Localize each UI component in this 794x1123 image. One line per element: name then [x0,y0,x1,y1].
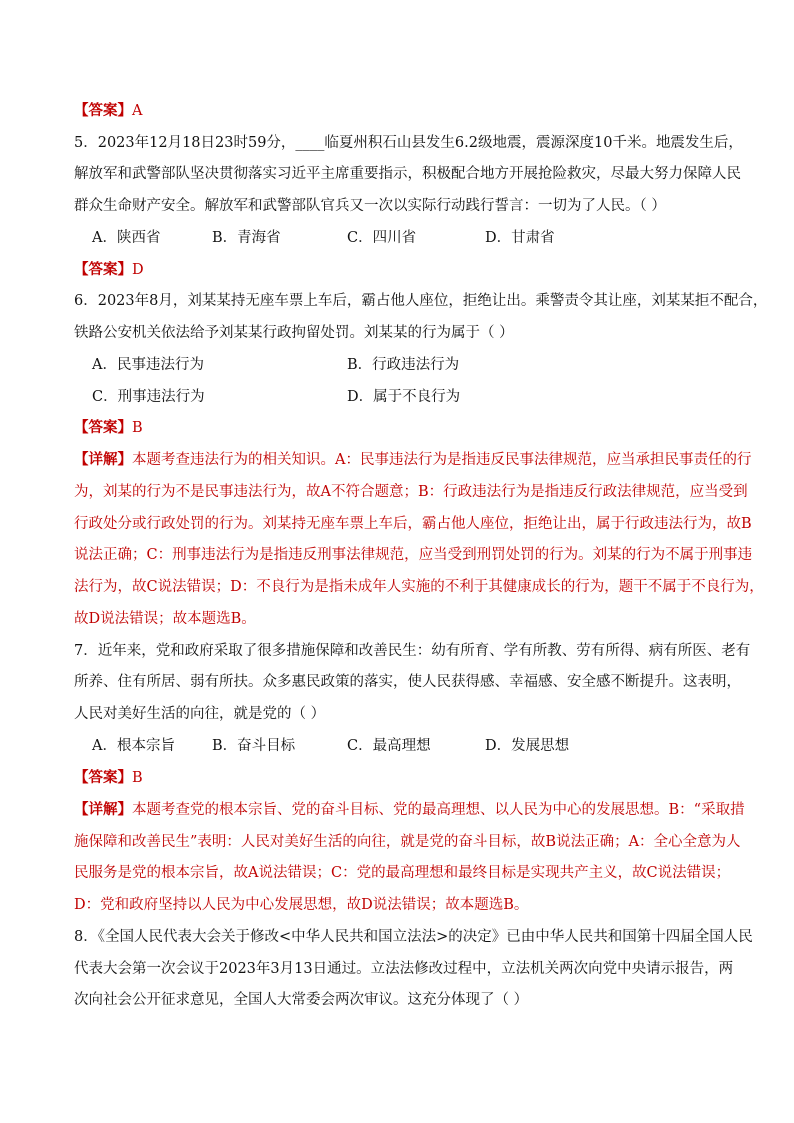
answer-value: D [132,262,144,278]
detail-text: 本题考查党的根本宗旨、党的奋斗目标、党的最高理想、以人民为中心的发展思想。B：“采取措 [132,802,745,818]
answer-tag: 【答案】 [74,102,132,119]
q6-text-line-1: 6．2023年8月，刘某某持无座车票上车后，霸占他人座位，拒绝让出。乘警责令其让座，刘某某拒不配合， [74,293,768,309]
q7-option-d: D．发展思想 [485,738,570,754]
answer-line [74,101,142,121]
q8-text-line-1: 8．《全国人民代表大会关于修改<中华人民共和国立法法>的决定》已由中华人民共和国第十四届全国人民 [74,929,753,945]
q7-answer-line [74,768,143,788]
q6-option-d: D．属于不良行为 [347,389,461,405]
q7-text-line-2: 所养、住有所居、弱有所扶。众多惠民政策的落实，使人民获得感、幸福感、安全感不断提升。这表明， [74,674,741,690]
q8-text-line-3: 次向社会公开征求意见，全国人大常委会两次审议。这充分体现了（ ） [74,992,529,1008]
q7-option-b: B．奋斗目标 [212,738,296,754]
answer-value: B [132,420,143,436]
q6-option-c: C．刑事违法行为 [92,389,205,405]
q7-option-a: A．根本宗旨 [92,738,175,754]
answer-tag: 【答案】 [74,419,132,436]
q7-text-line-1: 7．近年来，党和政府采取了很多措施保障和改善民生：幼有所育、学有所教、劳有所得、病有所医、老有 [74,643,751,659]
detail-tag: 【详解】 [74,451,132,468]
q6-option-a: A．民事违法行为 [92,357,204,373]
q5-text-line-3: 群众生命财产安全。解放军和武警部队官兵又一次以实际行动践行誓言：一切为了人民。（ ） [74,198,666,214]
q6-detail-line-1 [74,450,751,470]
q7-detail-line-1 [74,800,745,820]
q6-answer-line [74,418,143,438]
q5-option-a: A．陕西省 [92,230,161,246]
answer-value: B [132,770,143,786]
q6-text-line-2: 铁路公安机关依法给予刘某某行政拘留处罚。刘某某的行为属于（ ） [74,325,514,341]
q7-detail-line-4: D：党和政府坚持以人民为中心发展思想，故D说法错误；故本题选B。 [74,897,529,913]
q6-detail-line-4: 说法正确；C：刑事违法行为是指违反刑事法律规范，应当受到刑罚处罚的行为。刘某的行为不属于刑事违 [74,547,753,563]
q5-option-b: B．青海省 [212,230,281,246]
q5-option-c: C．四川省 [347,230,417,246]
q7-option-c: C．最高理想 [347,738,431,754]
q7-text-line-3: 人民对美好生活的向往，就是党的（ ） [74,706,326,722]
answer-tag: 【答案】 [74,769,132,786]
detail-tag: 【详解】 [74,801,132,818]
q6-detail-line-3: 行政处分或行政处罚的行为。刘某持无座车票上车后，霸占他人座位，拒绝让出，属于行政违法行为，故B [74,516,752,532]
q7-detail-line-3: 民服务是党的根本宗旨，故A说法错误；C：党的最高理想和最终目标是实现共产主义，故C说法错误； [74,865,731,881]
q5-text-line-1: 5．2023年12月18日23时59分，____临夏州积石山县发生6.2级地震，震源深度10千米。地震发生后， [74,135,743,151]
answer-tag: 【答案】 [74,261,132,278]
q6-option-b: B．行政违法行为 [347,357,460,373]
q5-text-line-2: 解放军和武警部队坚决贯彻落实习近平主席重要指示，积极配合地方开展抢险救灾，尽最大努力保障人民 [74,166,741,182]
q6-detail-line-2: 为，刘某的行为不是民事违法行为，故A不符合题意；B：行政违法行为是指违反行政法律规范，应当受到 [74,484,748,500]
q6-detail-line-5: 法行为，故C说法错误；D：不良行为是指未成年人实施的不利于其健康成长的行为，题干不属于不良行为， [74,579,764,595]
q5-answer-line [74,260,144,280]
detail-text: 本题考查违法行为的相关知识。A：民事违法行为是指违反民事法律规范，应当承担民事责任的行 [132,452,752,468]
q6-detail-line-6: 故D说法错误；故本题选B。 [74,611,256,627]
q7-detail-line-2: 施保障和改善民生”表明：人民对美好生活的向往，就是党的奋斗目标，故B说法正确；A：全心全意为人 [74,834,741,850]
q5-option-d: D．甘肃省 [485,230,555,246]
answer-value: A [132,103,143,119]
q8-text-line-2: 代表大会第一次会议于2023年3月13日通过。立法法修改过程中，立法机关两次向党中央请示报告，两 [74,961,734,977]
